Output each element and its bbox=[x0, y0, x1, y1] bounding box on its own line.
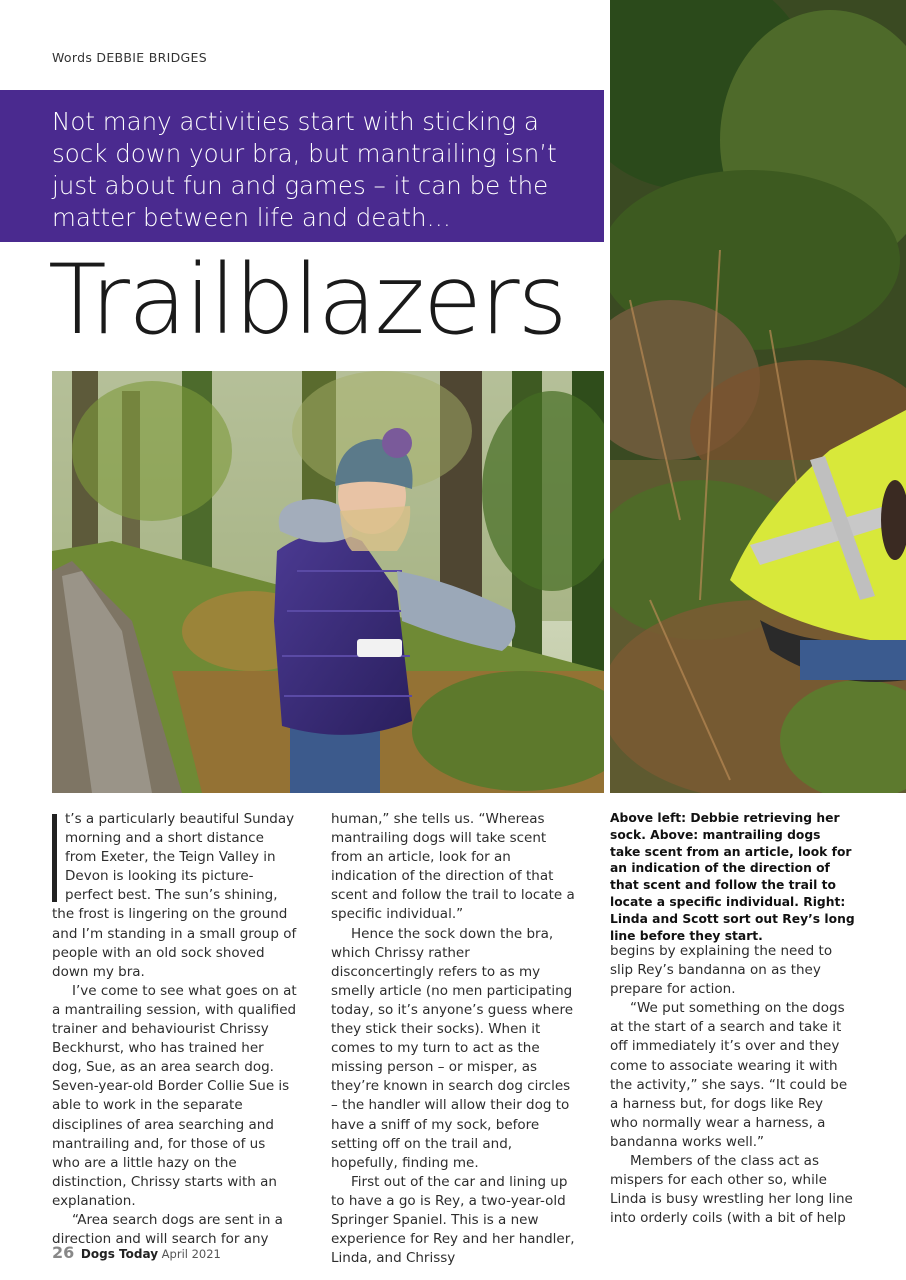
main-photo bbox=[52, 371, 604, 793]
right-photo bbox=[610, 0, 906, 793]
photo-caption: Above left: Debbie retrieving her sock. Above: mantrailing dogs take scent from an article, look for an indication of the direction of that scent and follow the trail to locate a specific individual. Right: Linda and Scott sort out Rey’s long line before they start. bbox=[610, 811, 855, 943]
body-column-3 bbox=[610, 942, 855, 1228]
paragraph: “Area search dogs are sent in a direction and will search for any bbox=[52, 1211, 283, 1248]
byline: Words DEBBIE BRIDGES bbox=[52, 50, 207, 65]
standfirst-banner bbox=[0, 90, 604, 242]
paragraph: begins by explaining the need to slip Rey’s bandanna on as they prepare for action. bbox=[610, 943, 833, 998]
paragraph: Hence the sock down the bra, which Chrissy rather disconcertingly refers to as my smelly article (no men participating today, so it’s anyone’s guess where they stick their socks). When it comes to my turn to act as the missing person – or misper, as they’re known in search dog circles – the handler will allow their dog to have a sniff of my sock, before setting off on the trail and, hopefully, finding me. bbox=[331, 925, 574, 1171]
magazine-name: Dogs Today bbox=[80, 1247, 159, 1261]
body-column-2 bbox=[331, 810, 576, 1268]
paragraph: human,” she tells us. “Whereas mantrailing dogs will take scent from an article, look for an indication of the direction of that scent and follow the trail to locate a specific individual.” bbox=[331, 811, 575, 923]
standfirst-text: Not many activities start with sticking a sock down your bra, but mantrailing isn’t just about fun and games – it can be the matter between life and death… bbox=[52, 107, 557, 232]
paragraph: Members of the class act as mispers for each other so, while Linda is busy wrestling her long line into orderly coils (with a bit of help bbox=[610, 1153, 853, 1227]
issue-date: April 2021 bbox=[161, 1247, 221, 1261]
drop-cap-bar bbox=[52, 814, 57, 902]
paragraph: First out of the car and lining up to have a go is Rey, a two-year-old Springer Spaniel. This is a new experience for Rey and her handler, Linda, and Chrissy bbox=[331, 1173, 575, 1267]
body-column-1 bbox=[52, 810, 297, 1249]
article-title: Trailblazers bbox=[48, 244, 566, 356]
page-footer bbox=[52, 1243, 221, 1262]
paragraph: “We put something on the dogs at the start of a search and take it off immediately it’s over and they come to associate wearing it with the activity,” she says. “It could be a harness but, for dogs like Rey who normally wear a harness, a bandanna works well.” bbox=[610, 1000, 848, 1150]
page-number: 26 bbox=[52, 1243, 75, 1262]
paragraph: I’ve come to see what goes on at a mantrailing session, with qualified trainer and behaviourist Chrissy Beckhurst, who has trained her dog, Sue, as an area search dog. Seven-year-old Border Collie Sue is able to work in the separate disciplines of area searching and mantrailing and, for those of us who are a little hazy on the distinction, Chrissy starts with an explanation. bbox=[52, 982, 297, 1209]
paragraph: t’s a particularly beautiful Sunday morning and a short distance from Exeter, the Teign Valley in Devon is looking its picture-perfect best. The sun’s shining, the frost is lingering on the ground and I’m standing in a small group of people with an old sock shoved down my bra. bbox=[52, 811, 297, 980]
